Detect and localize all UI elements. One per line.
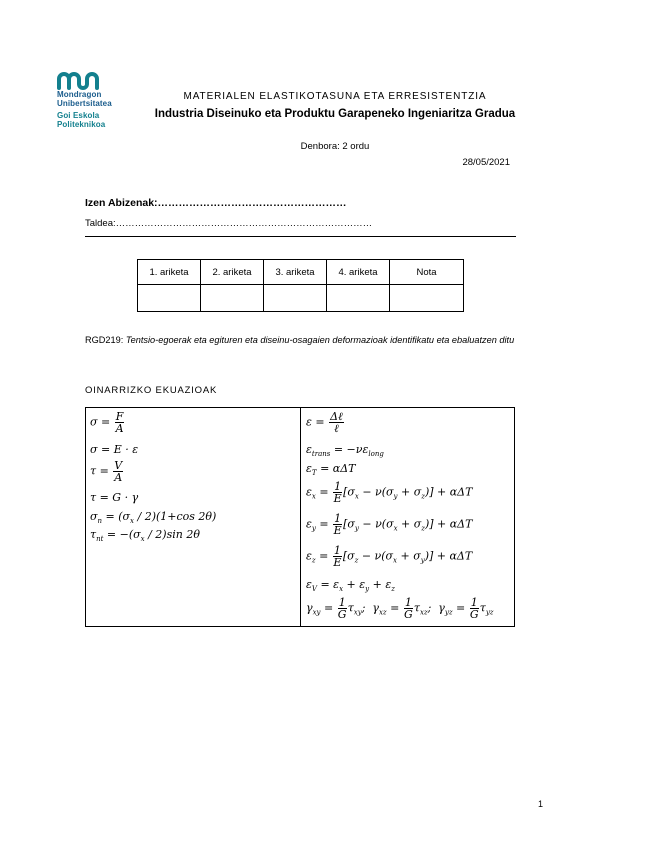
eq-strain-z: $\varepsilon_z$ = $\frac{1}{E}$ $[\sigma_z - \nu(\sigma_x + \sigma_y)] + \alpha\Delta T$ xyxy=(306,544,473,569)
exam-duration: Denbora: 2 ordu xyxy=(300,141,370,152)
logo-text-line2: Unibertsitatea xyxy=(57,99,112,108)
learning-outcome xyxy=(85,334,525,346)
degree-title: Industria Diseinuko eta Produktu Garapeneko Ingeniaritza Gradua xyxy=(154,108,516,120)
exam-date: 28/05/2021 xyxy=(462,157,510,168)
grade-cell-2[interactable] xyxy=(201,285,264,312)
group-field[interactable]: Taldea:……………………………………………………………………… xyxy=(85,218,373,229)
grade-header-nota: Nota xyxy=(390,260,464,285)
grade-header-2: 2. ariketa xyxy=(201,260,264,285)
grade-table-entry-row xyxy=(138,285,464,312)
eq-shear-strains: $\gamma_{xy}$ = $\frac{1}{G}$ $\tau_{xy}$; $\gamma_{xz}$ = $\frac{1}{G}$ $\tau_{xz}$; $\gamma_{yz}$ = $\frac{1}{G}$ $\tau_{yz}$ xyxy=(306,596,494,621)
grade-header-1: 1. ariketa xyxy=(138,260,201,285)
grade-header-3: 3. ariketa xyxy=(264,260,327,285)
learning-outcome-text: Tentsio-egoerak eta egituren eta diseinu-osagaien deformazioak identifikatu eta ebaluatzen ditu xyxy=(125,335,515,345)
eq-thermal-strain: $\varepsilon_T = \alpha\Delta T$ xyxy=(306,462,356,478)
grade-table xyxy=(137,259,464,312)
eq-strain: ε = $\frac{\text{Δℓ}}{\text{ℓ}}$ xyxy=(306,410,343,435)
equations-divider xyxy=(300,407,301,627)
eq-strain-x: $\varepsilon_x$ = $\frac{1}{E}$ $[\sigma_x - \nu(\sigma_y + \sigma_z)] + \alpha\Delta T$ xyxy=(306,480,473,505)
learning-outcome-code: RGD219: xyxy=(85,335,124,345)
eq-stress-axial: σ = $\frac{F}{A}$ xyxy=(90,410,124,435)
eq-poisson: $\varepsilon_{trans} = -\nu\varepsilon_{long}$ xyxy=(306,443,384,459)
eq-strain-y: $\varepsilon_y$ = $\frac{1}{E}$ $[\sigma_y - \nu(\sigma_x + \sigma_z)] + \alpha\Delta T$ xyxy=(306,512,473,537)
eq-normal-stress-angle: $\sigma_n = (\sigma_x / 2)(1+\cos$ 2θ) xyxy=(90,510,217,526)
eq-hooke: σ = E · ε xyxy=(90,443,139,456)
grade-table-header-row xyxy=(138,260,464,285)
grade-header-4: 4. ariketa xyxy=(327,260,390,285)
logo-text-line4: Politeknikoa xyxy=(57,120,106,129)
name-field[interactable]: Izen Abizenak:……………………………………………… xyxy=(85,197,347,209)
eq-shear-stress-angle: $\tau_{nt} = -(\sigma_x / 2)\sin$ 2θ xyxy=(90,528,200,544)
logo-text-line1: Mondragon xyxy=(57,90,102,99)
page-number: 1 xyxy=(538,799,544,809)
grade-cell-3[interactable] xyxy=(264,285,327,312)
mondragon-logo-icon xyxy=(57,70,101,90)
logo-text-line3: Goi Eskola xyxy=(57,111,100,120)
course-title: MATERIALEN ELASTIKOTASUNA ETA ERRESISTENTZIA xyxy=(183,91,487,102)
eq-shear-hooke: τ = G · γ xyxy=(90,491,139,504)
divider xyxy=(85,236,516,237)
equations-title: OINARRIZKO EKUAZIOAK xyxy=(85,385,218,396)
grade-cell-nota[interactable] xyxy=(390,285,464,312)
university-logo xyxy=(57,70,137,129)
grade-cell-4[interactable] xyxy=(327,285,390,312)
eq-shear-stress: τ = $\frac{V}{A}$ xyxy=(90,459,123,484)
grade-cell-1[interactable] xyxy=(138,285,201,312)
eq-volumetric-strain: $\varepsilon_V = \varepsilon_x + \varepsilon_y + \varepsilon_z$ xyxy=(306,578,395,594)
